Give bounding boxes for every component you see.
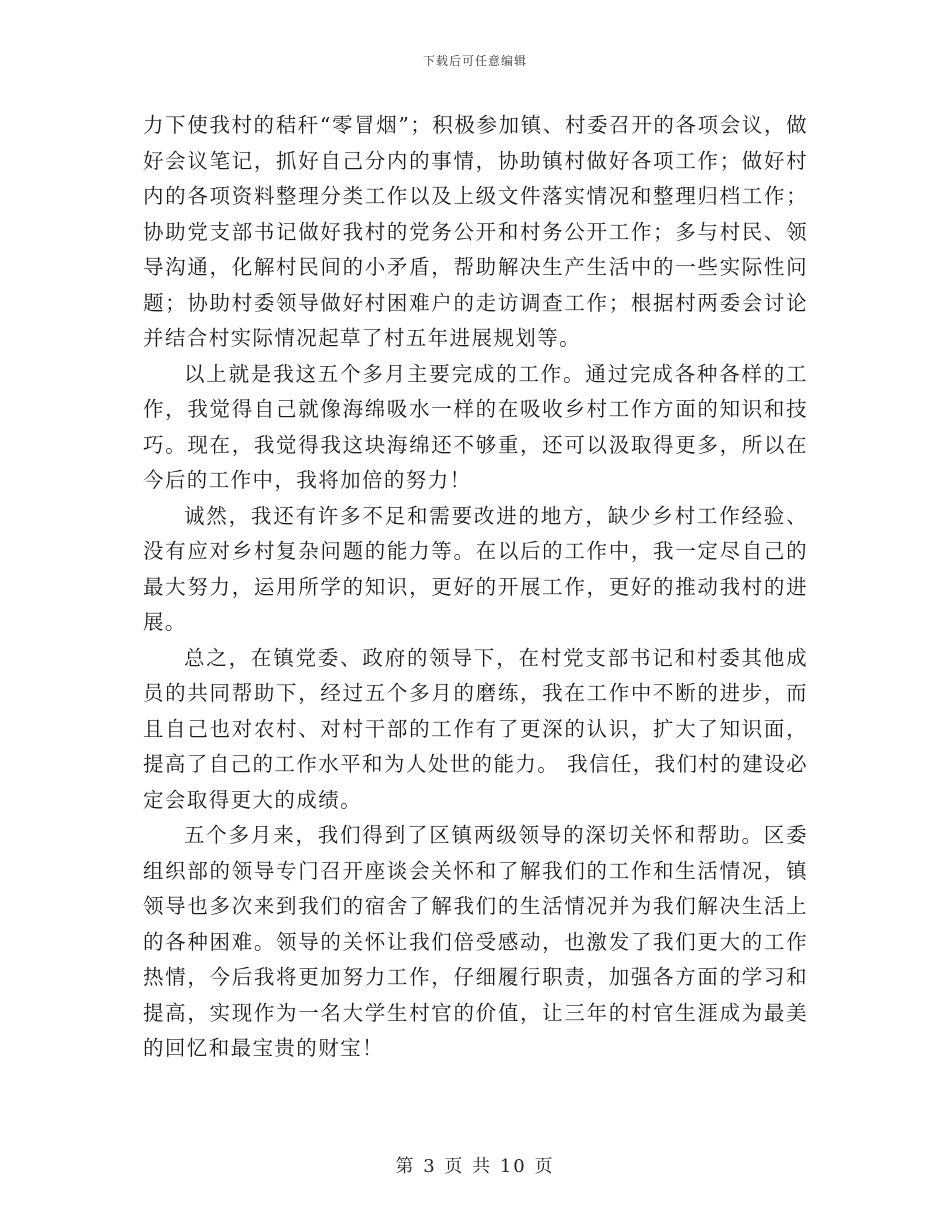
document-body bbox=[143, 108, 808, 1067]
paragraph-5: 五个多月来，我们得到了区镇两级领导的深切关怀和帮助。区委组织部的领导专门召开座谈会关怀和了解我们的工作和生活情况，镇领导也多次来到我们的宿舍了解我们的生活情况并为我们解决生活上的各种困难。领导的关怀让我们倍受感动，也激发了我们更大的工作热情，今后我将更加努力工作，仔细履行职责，加强各方面的学习和提高，实现作为一名大学生村官的价值，让三年的村官生涯成为最美的回忆和最宝贵的财宝！ bbox=[143, 823, 808, 1060]
paragraph-1: 力下使我村的秸秆“零冒烟”；积极参加镇、村委召开的各项会议，做好会议笔记，抓好自己分内的事情，协助镇村做好各项工作；做好村内的各项资料整理分类工作以及上级文件落实情况和整理归档工作；协助党支部书记做好我村的党务公开和村务公开工作；多与村民、领导沟通，化解村民间的小矛盾，帮助解决生产生活中的一些实际性问题；协助村委领导做好村困难户的走访调查工作；根据村两委会讨论并结合村实际情况起草了村五年进展规划等。 bbox=[143, 113, 808, 350]
paragraph-4: 总之，在镇党委、政府的领导下，在村党支部书记和村委其他成员的共同帮助下，经过五个多月的磨练，我在工作中不断的进步，而且自己也对农村、对村干部的工作有了更深的认识，扩大了知识面，提高了自己的工作水平和为人处世的能力。 我信任，我们村的建设必定会取得更大的成绩。 bbox=[143, 645, 808, 812]
paragraph-2: 以上就是我这五个多月主要完成的工作。通过完成各种各样的工作，我觉得自己就像海绵吸水一样的在吸收乡村工作方面的知识和技巧。现在，我觉得我这块海绵还不够重，还可以汲取得更多，所以在今后的工作中，我将加倍的努力！ bbox=[143, 361, 808, 492]
page-number-footer: 第 3 页 共 10 页 bbox=[395, 1156, 555, 1177]
paragraph-3: 诚然，我还有许多不足和需要改进的地方，缺少乡村工作经验、没有应对乡村复杂问题的能力等。在以后的工作中，我一定尽自己的最大努力，运用所学的知识，更好的开展工作，更好的推动我村的进展。 bbox=[143, 503, 808, 634]
page-header: 下载后可任意编辑 bbox=[422, 54, 527, 68]
